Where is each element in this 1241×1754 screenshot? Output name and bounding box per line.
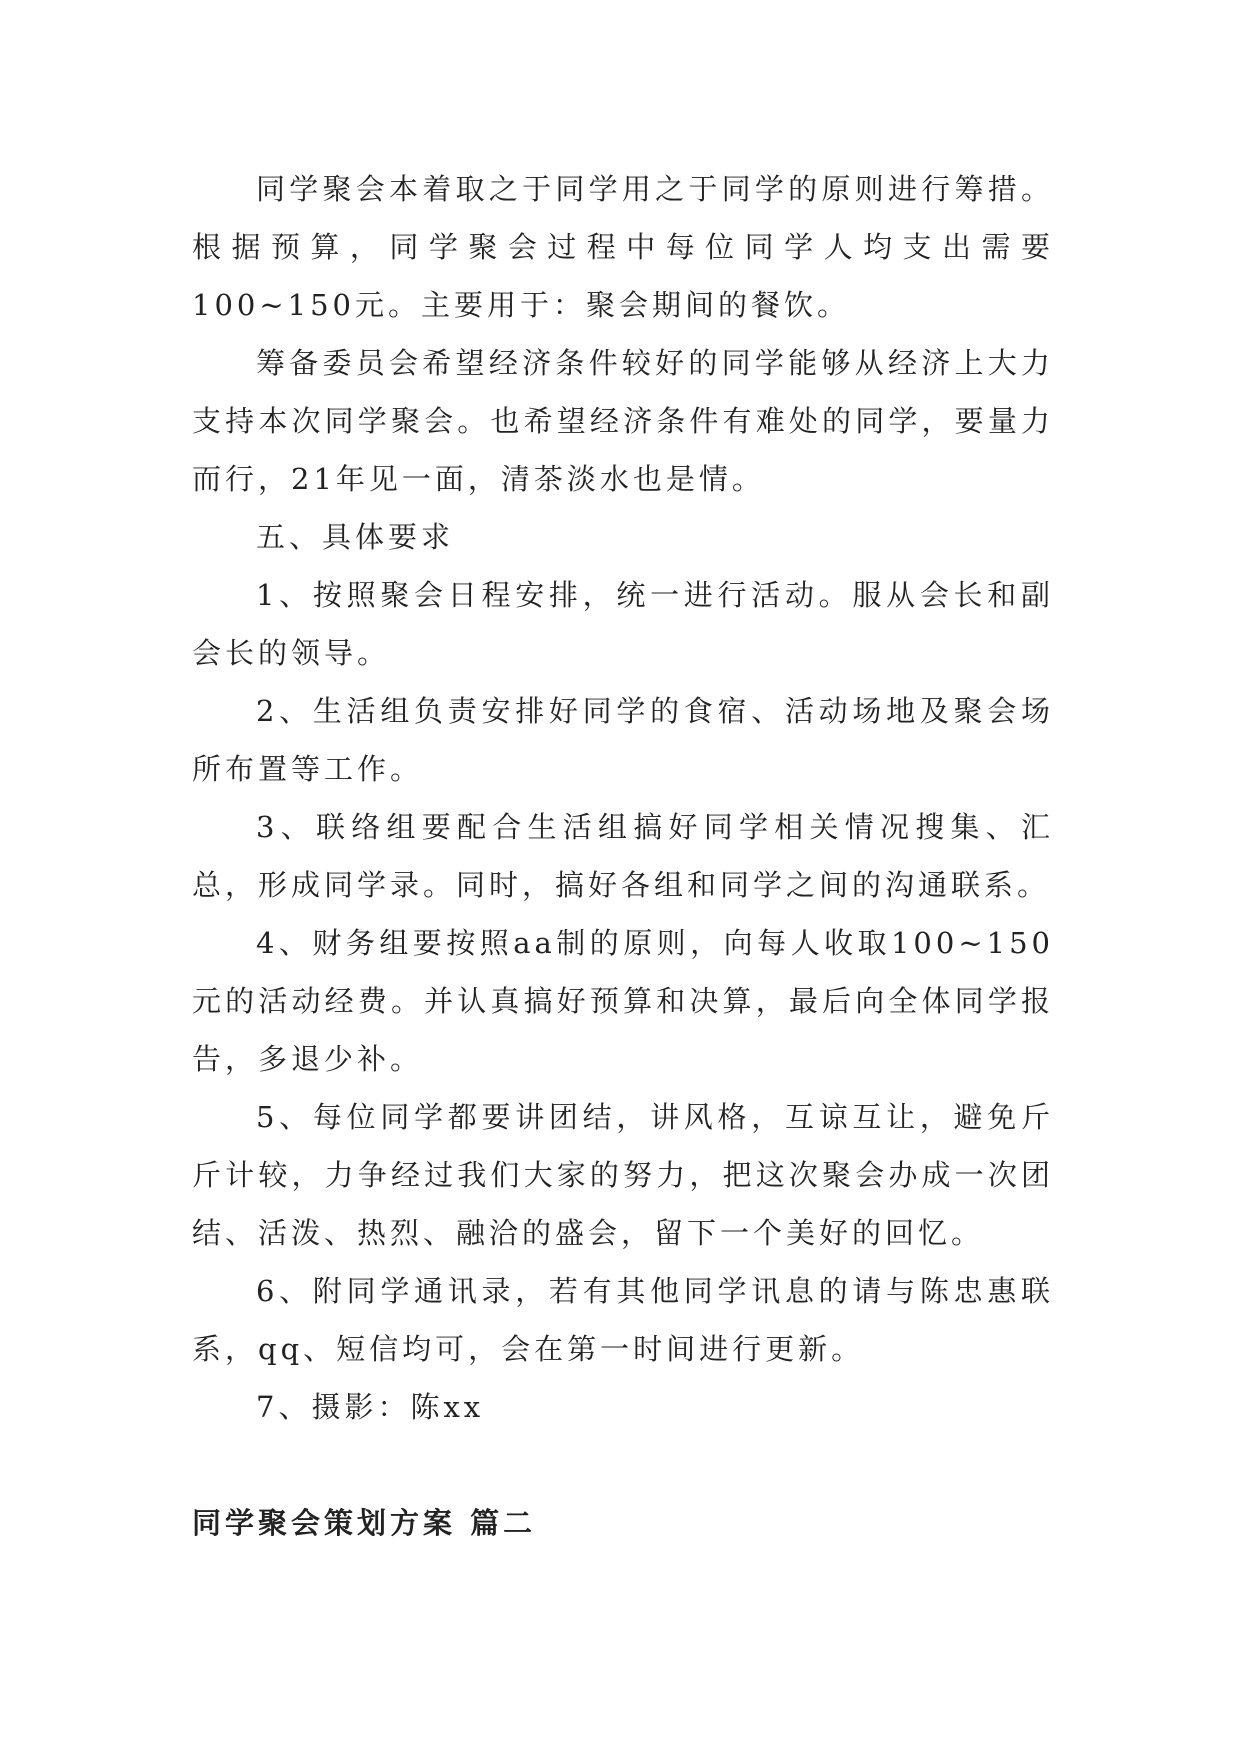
section-heading: 同学聚会策划方案 篇二 — [192, 1506, 537, 1540]
requirement-item-7: 7、摄影：陈xx — [256, 1390, 485, 1424]
subheading-requirements: 五、具体要求 — [256, 520, 455, 554]
document-page — [192, 160, 1054, 1552]
requirement-item-4: 4、财务组要按照aa制的原则，向每人收取100~150元的活动经费。并认真搞好预算和决算，最后向全体同学报告，多退少补。 — [192, 926, 1054, 1076]
requirement-item-5: 5、每位同学都要讲团结，讲风格，互谅互让，避免斤斤计较，力争经过我们大家的努力，把这次聚会办成一次团结、活泼、热烈、融洽的盛会，留下一个美好的回忆。 — [192, 1100, 1054, 1250]
paragraph-budget-principle: 同学聚会本着取之于同学用之于同学的原则进行筹措。根据预算，同学聚会过程中每位同学人均支出需要100~150元。主要用于：聚会期间的餐饮。 — [192, 172, 1054, 322]
requirement-item-3: 3、联络组要配合生活组搞好同学相关情况搜集、汇总，形成同学录。同时，搞好各组和同学之间的沟通联系。 — [192, 810, 1054, 902]
requirement-item-1: 1、按照聚会日程安排，统一进行活动。服从会长和副会长的领导。 — [192, 578, 1054, 670]
requirement-item-2: 2、生活组负责安排好同学的食宿、活动场地及聚会场所布置等工作。 — [192, 694, 1054, 786]
paragraph-committee-hope: 筹备委员会希望经济条件较好的同学能够从经济上大力支持本次同学聚会。也希望经济条件有难处的同学，要量力而行，21年见一面，清茶淡水也是情。 — [192, 346, 1054, 496]
requirement-item-6: 6、附同学通讯录，若有其他同学讯息的请与陈忠惠联系，qq、短信均可，会在第一时间进行更新。 — [192, 1274, 1054, 1366]
